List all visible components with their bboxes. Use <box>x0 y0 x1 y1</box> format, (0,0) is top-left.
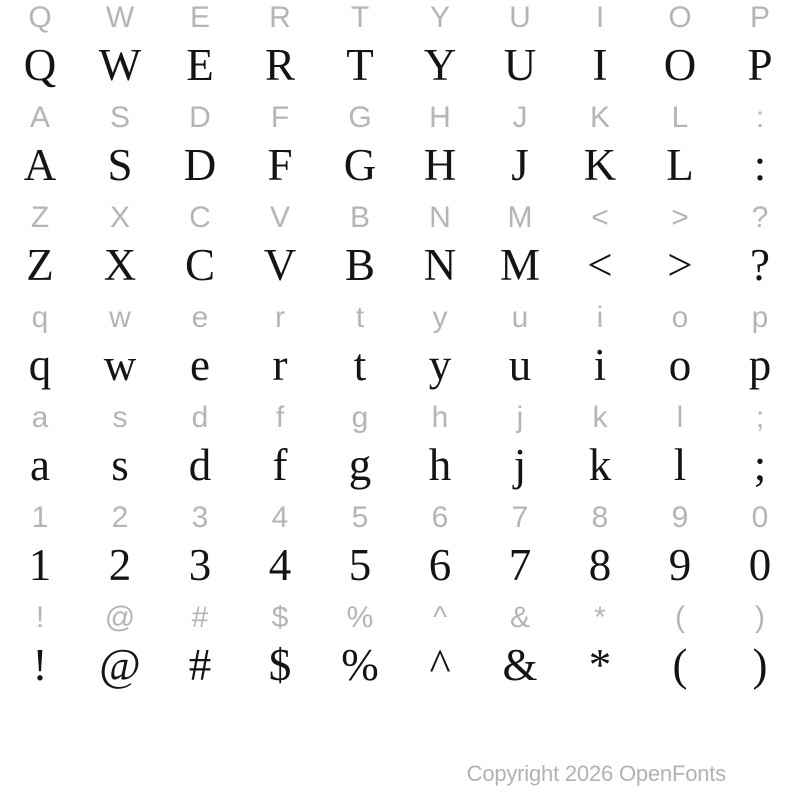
glyph-cell: ^ <box>429 640 451 690</box>
glyph-cell: ; <box>753 440 767 490</box>
glyph-cell: T <box>350 1 370 34</box>
glyph-cell: L <box>666 140 694 190</box>
glyph-cell: ? <box>750 240 770 290</box>
glyph-cell: ^ <box>432 601 448 634</box>
glyph-cell: J <box>512 101 528 134</box>
glyph-cell: 5 <box>351 501 369 534</box>
glyph-cell: * <box>588 640 612 690</box>
glyph-cell: 2 <box>108 540 132 590</box>
glyph-cell: u <box>508 340 532 390</box>
glyph-cell: Q <box>28 1 52 34</box>
specimen-row-uppercase-top <box>0 36 800 94</box>
glyph-cell: @ <box>99 640 141 690</box>
glyph-cell: 4 <box>268 540 292 590</box>
row-pair-lowercase-top <box>0 300 800 400</box>
glyph-cell: d <box>188 440 212 490</box>
glyph-cell: G <box>348 101 372 134</box>
glyph-cell: r <box>272 340 288 390</box>
glyph-cell: < <box>591 201 609 234</box>
glyph-cell: e <box>191 301 209 334</box>
glyph-cell: Y <box>423 40 457 90</box>
glyph-cell: w <box>103 340 137 390</box>
glyph-cell: M <box>499 240 540 290</box>
glyph-cell: t <box>353 340 367 390</box>
glyph-cell: U <box>509 1 531 34</box>
glyph-cell: 1 <box>28 540 52 590</box>
glyph-cell: 5 <box>348 540 372 590</box>
glyph-cell: k <box>588 440 612 490</box>
glyph-cell: B <box>349 201 370 234</box>
glyph-cell: h <box>428 440 452 490</box>
reference-row-uppercase-bottom <box>0 200 800 236</box>
glyph-cell: # <box>188 640 212 690</box>
glyph-cell: P <box>749 1 770 34</box>
reference-row-symbols <box>0 600 800 636</box>
glyph-cell: t <box>355 301 365 334</box>
glyph-cell: K <box>589 101 610 134</box>
glyph-cell: P <box>747 40 773 90</box>
glyph-cell: ! <box>35 601 45 634</box>
glyph-cell: Q <box>23 40 57 90</box>
glyph-cell: @ <box>104 601 136 634</box>
glyph-cell: j <box>513 440 527 490</box>
glyph-cell: y <box>428 340 452 390</box>
glyph-cell: 3 <box>188 540 212 590</box>
glyph-cell: k <box>592 401 608 434</box>
glyph-cell: 9 <box>668 540 692 590</box>
glyph-cell: H <box>423 140 457 190</box>
glyph-cell: J <box>511 140 529 190</box>
specimen-row-digits <box>0 536 800 594</box>
glyph-cell: W <box>105 1 135 34</box>
glyph-cell: $ <box>268 640 292 690</box>
glyph-cell: > <box>667 240 693 290</box>
reference-row-uppercase-top <box>0 0 800 36</box>
glyph-cell: 7 <box>511 501 529 534</box>
glyph-cell: X <box>103 240 137 290</box>
glyph-cell: 2 <box>111 501 129 534</box>
glyph-cell: T <box>346 40 374 90</box>
glyph-cell: O <box>668 1 692 34</box>
row-pair-lowercase-home <box>0 400 800 500</box>
glyph-cell: $ <box>271 601 289 634</box>
row-pair-digits <box>0 500 800 600</box>
glyph-cell: a <box>31 401 49 434</box>
glyph-cell: 7 <box>508 540 532 590</box>
glyph-cell: F <box>270 101 290 134</box>
glyph-cell: g <box>351 401 369 434</box>
glyph-cell: W <box>98 40 142 90</box>
glyph-cell: K <box>583 140 617 190</box>
glyph-cell: ( <box>675 601 685 634</box>
glyph-cell: d <box>191 401 209 434</box>
glyph-cell: 1 <box>31 501 49 534</box>
row-pair-uppercase-bottom <box>0 200 800 300</box>
glyph-cell: I <box>592 40 608 90</box>
glyph-cell: h <box>431 401 449 434</box>
glyph-cell: f <box>275 401 285 434</box>
glyph-cell: 8 <box>588 540 612 590</box>
glyph-cell: p <box>751 301 769 334</box>
glyph-cell: D <box>183 140 217 190</box>
glyph-cell: w <box>109 301 131 334</box>
glyph-cell: R <box>264 40 295 90</box>
glyph-cell: 4 <box>271 501 289 534</box>
glyph-cell: 6 <box>428 540 452 590</box>
row-pair-uppercase-top <box>0 0 800 100</box>
glyph-cell: I <box>595 1 605 34</box>
glyph-cell: # <box>191 601 209 634</box>
glyph-cell: L <box>671 101 689 134</box>
glyph-cell: V <box>269 201 290 234</box>
glyph-cell: a <box>30 440 50 490</box>
glyph-cell: M <box>507 201 533 234</box>
glyph-cell: q <box>28 340 52 390</box>
glyph-cell: & <box>502 640 538 690</box>
glyph-cell: ) <box>752 640 768 690</box>
glyph-cell: * <box>594 601 606 634</box>
glyph-cell: > <box>671 201 689 234</box>
glyph-cell: N <box>429 201 451 234</box>
glyph-cell: G <box>343 140 377 190</box>
glyph-cell: Z <box>30 201 50 234</box>
glyph-cell: C <box>184 240 215 290</box>
glyph-cell: y <box>432 301 448 334</box>
glyph-cell: O <box>663 40 697 90</box>
glyph-cell: % <box>346 601 374 634</box>
glyph-cell: < <box>587 240 613 290</box>
reference-row-lowercase-home <box>0 400 800 436</box>
glyph-cell: H <box>429 101 451 134</box>
glyph-cell: & <box>509 601 530 634</box>
glyph-cell: r <box>275 301 285 334</box>
glyph-cell: D <box>189 101 211 134</box>
specimen-row-lowercase-home <box>0 436 800 494</box>
reference-row-uppercase-home <box>0 100 800 136</box>
glyph-cell: 8 <box>591 501 609 534</box>
glyph-cell: S <box>107 140 133 190</box>
glyph-cell: A <box>23 140 57 190</box>
glyph-cell: X <box>109 201 130 234</box>
glyph-cell: i <box>596 301 604 334</box>
glyph-cell: U <box>503 40 537 90</box>
glyph-cell: R <box>269 1 291 34</box>
glyph-cell: V <box>263 240 297 290</box>
glyph-cell: ? <box>751 201 769 234</box>
row-pair-uppercase-home <box>0 100 800 200</box>
specimen-row-lowercase-top <box>0 336 800 394</box>
glyph-cell: 3 <box>191 501 209 534</box>
reference-row-digits <box>0 500 800 536</box>
reference-row-lowercase-top <box>0 300 800 336</box>
specimen-row-uppercase-bottom <box>0 236 800 294</box>
glyph-cell: 0 <box>748 540 772 590</box>
glyph-cell: E <box>189 1 210 34</box>
glyph-cell: i <box>593 340 607 390</box>
glyph-cell: A <box>29 101 50 134</box>
glyph-cell: o <box>671 301 689 334</box>
glyph-cell: ; <box>755 401 765 434</box>
glyph-cell: e <box>190 340 210 390</box>
glyph-cell: l <box>676 401 684 434</box>
copyright-text: Copyright 2026 OpenFonts <box>466 761 726 786</box>
glyph-cell: p <box>748 340 772 390</box>
glyph-cell: N <box>423 240 457 290</box>
glyph-cell: : <box>755 101 765 134</box>
glyph-cell: C <box>189 201 211 234</box>
glyph-cell: o <box>668 340 692 390</box>
glyph-cell: s <box>111 440 129 490</box>
glyph-cell: ! <box>32 640 48 690</box>
glyph-cell: j <box>516 401 524 434</box>
specimen-row-uppercase-home <box>0 136 800 194</box>
glyph-cell: : <box>753 140 767 190</box>
glyph-cell: F <box>267 140 293 190</box>
glyph-cell: ( <box>672 640 688 690</box>
glyph-cell: q <box>31 301 49 334</box>
glyph-cell: E <box>186 40 214 90</box>
glyph-cell: ) <box>755 601 765 634</box>
glyph-cell: 9 <box>671 501 689 534</box>
glyph-cell: l <box>673 440 687 490</box>
specimen-row-symbols <box>0 636 800 694</box>
glyph-cell: Y <box>429 1 450 34</box>
glyph-cell: f <box>272 440 288 490</box>
glyph-cell: % <box>341 640 379 690</box>
glyph-cell: s <box>112 401 128 434</box>
glyph-cell: S <box>109 101 130 134</box>
row-pair-symbols <box>0 600 800 700</box>
glyph-cell: Z <box>26 240 54 290</box>
glyph-cell: 0 <box>751 501 769 534</box>
glyph-cell: 6 <box>431 501 449 534</box>
glyph-cell: u <box>511 301 529 334</box>
glyph-cell: g <box>348 440 372 490</box>
glyph-cell: B <box>344 240 375 290</box>
